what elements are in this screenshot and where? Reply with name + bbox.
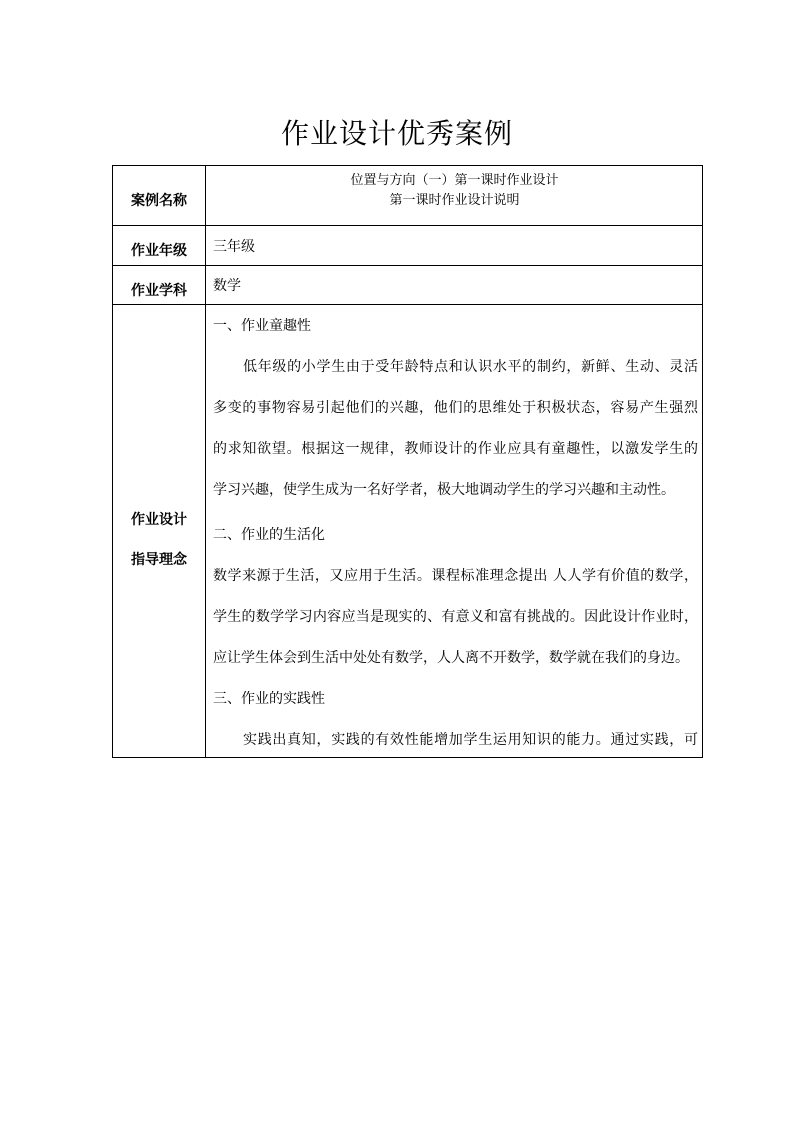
paragraph-line: 应让学生体会到生活中处处有数学，人人离不开数学，数学就在我们的身边。 [213, 650, 689, 666]
subject-value: 数学 [213, 278, 241, 294]
column-divider [205, 166, 206, 757]
case-table [112, 165, 703, 758]
case-name-label: 案例名称 [131, 193, 187, 209]
paragraph-line: 学生的数学学习内容应当是现实的、有意义和富有挑战的。因此设计作业时， [213, 609, 698, 625]
paragraph-line: 学习兴趣，使学生成为一名好学者，极大地调动学生的学习兴趣和主动性。 [213, 482, 675, 498]
row-divider [113, 304, 702, 305]
philosophy-label-line-2: 指导理念 [131, 552, 187, 568]
section-heading-1: 一、作业童趣性 [213, 318, 311, 334]
section-heading-2: 二、作业的生活化 [213, 527, 325, 543]
row-divider [113, 265, 702, 266]
grade-value: 三年级 [213, 239, 255, 255]
subject-label: 作业学科 [131, 283, 187, 299]
page-title: 作业设计优秀案例 [280, 117, 513, 150]
section-heading-3: 三、作业的实践性 [213, 691, 325, 707]
paragraph-line: 实践出真知，实践的有效性能增加学生运用知识的能力。通过实践，可 [243, 732, 698, 748]
paragraph-line: 低年级的小学生由于受年龄特点和认识水平的制约，新鲜、生动、灵活 [243, 359, 698, 375]
case-name-line-1: 位置与方向（一）第一课时作业设计 [350, 173, 559, 188]
case-name-line-2: 第一课时作业设计说明 [389, 193, 520, 208]
paragraph-line: 数学来源于生活，又应用于生活。课程标准理念提出 人人学有价值的数学， [213, 568, 698, 584]
paragraph-line: 的求知欲望。根据这一规律，教师设计的作业应具有童趣性，以激发学生的 [213, 441, 698, 457]
paragraph-line: 多变的事物容易引起他们的兴趣，他们的思维处于积极状态，容易产生强烈 [213, 400, 698, 416]
grade-label: 作业年级 [131, 243, 187, 259]
row-divider [113, 225, 702, 226]
philosophy-label-line-1: 作业设计 [131, 512, 187, 528]
